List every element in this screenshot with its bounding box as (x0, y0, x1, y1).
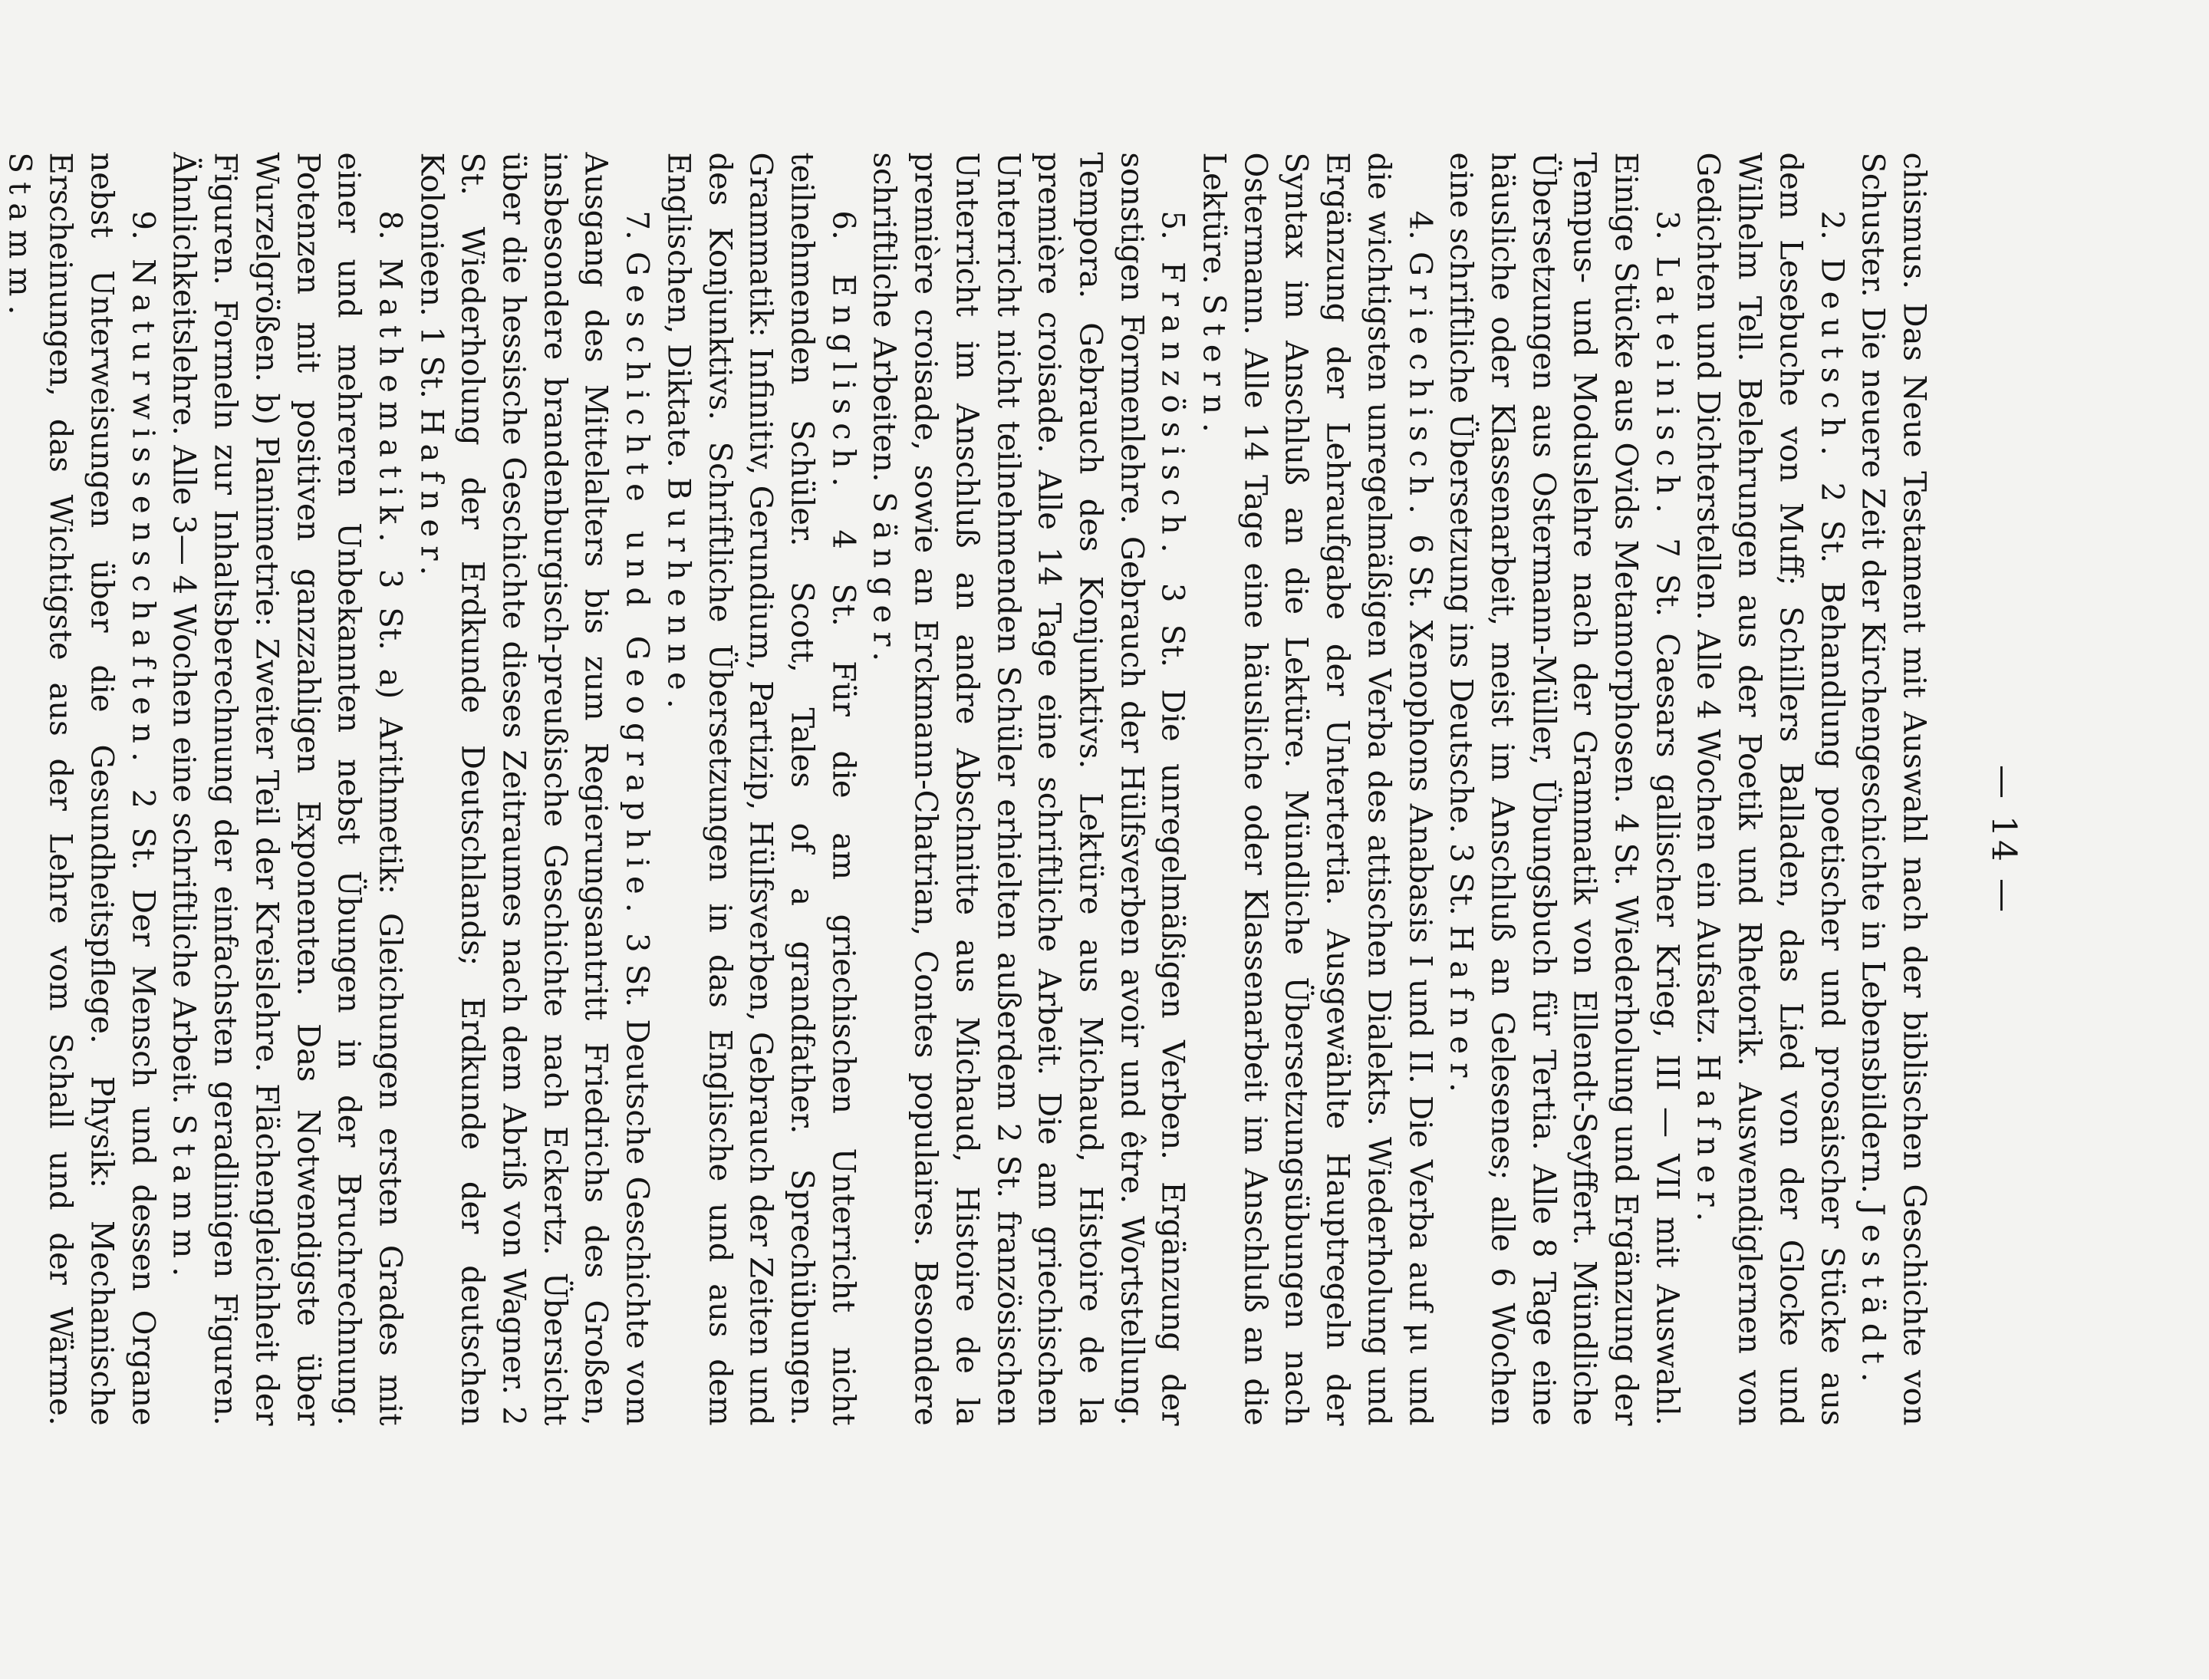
spaced-emphasis-text: Englisch. (825, 274, 861, 496)
body-text (0, 153, 1934, 1426)
paragraph (1687, 153, 1852, 1426)
spaced-emphasis-text: Naturwissenschaften. (125, 259, 161, 771)
paragraph-text: 3 St. a) Arithmetik: Gleichungen ersten Grades mit einer und mehreren Unbekannten nebst Übungen in der Bruchrechnung. Potenzen mit positiven ganzzahligen Exponenten. Das Notwendigste über Wurzelgrößen. b) Planimetrie: Zweiter Teil der Kreislehre. Flächengleichheit der Figuren. Formeln zur Inhaltsberechnung der einfachsten geradlinigen Figuren. Ähnlichkeitslehre. Alle 3— 4 Wochen eine schriftliche Arbeit. (166, 152, 408, 1426)
paragraph-text: chismus. Das Neue Testament mit Auswahl nach der biblischen Geschichte von Schuster. Die neuere Zeit der Kirchengeschichte in Lebensbildern. (1855, 152, 1932, 1426)
page-number: — 14 — (1983, 765, 2023, 915)
paragraph-text: 2 St. Behandlung poetischer und prosaischer Stücke aus dem Lesebuche von Muff; Schillers Balladen, das Lied von der Glocke und Wilhelm Tell. Belehrungen aus der Poetik und Rhetorik. Auswendiglernen von Gedichten und Dichterstellen. Alle 4 Wochen ein Aufsatz. (1690, 152, 1850, 1426)
paragraph (1193, 153, 1440, 1426)
paragraph-text: 6 St. Xenophons Anabasis I und II. Die Verba auf μι und die wichtigsten unregelmäßigen Verba des attischen Dialekts. Wiederholung und Ergänzung der Lehraufgabe der Untertertia. Ausgewählte Hauptregeln der Syntax im Anschluß an die Lektüre. Mündliche Übersetzungsübungen nach Ostermann. Alle 14 Tage eine häusliche oder Klassenarbeit im Anschluß an die Lektüre. (1196, 152, 1438, 1426)
paragraph-text: 2 St. Der Mensch und dessen Organe nebst Unterweisungen über die Gesundheitspflege. Physik: Mechanische Erscheinungen, das Wichtigste aus der Lehre vom Schall und der Wärme. (42, 152, 161, 1426)
paragraph (657, 153, 864, 1426)
paragraph-text: 2. (1814, 210, 1850, 259)
paragraph-text: 4. (1402, 210, 1438, 252)
spaced-emphasis-text: Geschichte und Geographie. (619, 251, 655, 921)
document-page (0, 1, 2209, 1680)
spaced-emphasis-text: Hafner. (1690, 1054, 1726, 1230)
spaced-emphasis-text: Stamm. (166, 1114, 202, 1286)
paragraph-text: 3. (1649, 210, 1685, 256)
spaced-emphasis-text: Griechisch. (1402, 251, 1438, 523)
paragraph (863, 153, 1193, 1426)
paragraph (1440, 153, 1687, 1426)
paragraph (410, 153, 657, 1426)
paragraph-text: 3 St. Deutsche Geschichte vom Ausgang des Mittelalters bis zum Regierungsantritt Friedrichs des Großen, insbesondere brandenburgisch-preußische Geschichte nach Eckertz. Übersicht über die hessische Geschichte dieses Zeitraumes nach dem Abriß von Wagner. 2 St. Wiederholung der Erdkunde Deutschlands; Erdkunde der deutschen Kolonieen. 1 St. (413, 152, 655, 1426)
paragraph-text: 7 St. Caesars gallischer Krieg, III — VII mit Auswahl. Einige Stücke aus Ovids Metamorphosen. 4 St. Wiederholung und Ergänzung der Tempus- und Moduslehre nach der Grammatik von Ellendt-Seyffert. Mündliche Übersetzungen aus Ostermann-Müller, Übungsbuch für Tertia. Alle 8 Tage eine häusliche oder Klassenarbeit, meist im Anschluß an Gelesenes; alle 6 Wochen eine schriftliche Übersetzung ins Deutsche. 3 St. (1443, 152, 1685, 1426)
paragraph-text: 6. (825, 210, 861, 275)
spaced-emphasis-text: Lateinisch. (1649, 255, 1685, 522)
paragraph-text: 8. (372, 210, 408, 259)
spaced-emphasis-text: Mathematik. (372, 258, 408, 551)
spaced-emphasis-text: Stern. (1196, 294, 1232, 441)
paragraph-text: 4 St. Für die am griechischen Unterricht nicht teilnehmenden Schüler. Scott, Tales of a grandfather. Sprechübungen. Grammatik: Infinitiv, Gerundium, Partizip, Hülfsverben, Gebrauch der Zeiten und des Konjunktivs. Schriftliche Übersetzungen in das Englische und aus dem Englischen, Diktate. (660, 152, 861, 1426)
paragraph-text: 5. (1154, 210, 1190, 262)
paragraph (163, 153, 410, 1426)
paragraph-text: 7. (619, 210, 655, 252)
paragraph-text: 9. (125, 210, 161, 259)
spaced-emphasis-text: Deutsch. (1814, 258, 1850, 464)
spaced-emphasis-text: Jestädt. (1855, 1203, 1891, 1391)
paragraph (1852, 153, 1934, 1426)
paragraph (0, 153, 163, 1426)
spaced-emphasis-text: Französisch. (1154, 261, 1190, 562)
spaced-emphasis-text: Hafner. (413, 408, 449, 585)
spaced-emphasis-text: Hafner. (1443, 925, 1479, 1102)
spaced-emphasis-text: Sänger. (866, 492, 902, 670)
paragraph-text: 3 St. Die unregelmäßigen Verben. Ergänzung der sonstigen Formenlehre. Gebrauch der Hülfsverben avoir und être. Wortstellung. Tempora. Gebrauch des Konjunktivs. Lektüre aus Michaud, Histoire de la première croisade. Alle 14 Tage eine schriftliche Arbeit. Die am griechischen Unterricht nicht teilnehmenden Schüler erhielten außerdem 2 St. französischen Unterricht im Anschluß an andre Abschnitte aus Michaud, Histoire de la première croisade, sowie an Erckmann-Chatrian, Contes populaires. Besondere schriftliche Arbeiten. (866, 152, 1190, 1426)
spaced-emphasis-text: Burhenne. (660, 477, 696, 717)
spaced-emphasis-text: Stamm. (2, 152, 38, 324)
